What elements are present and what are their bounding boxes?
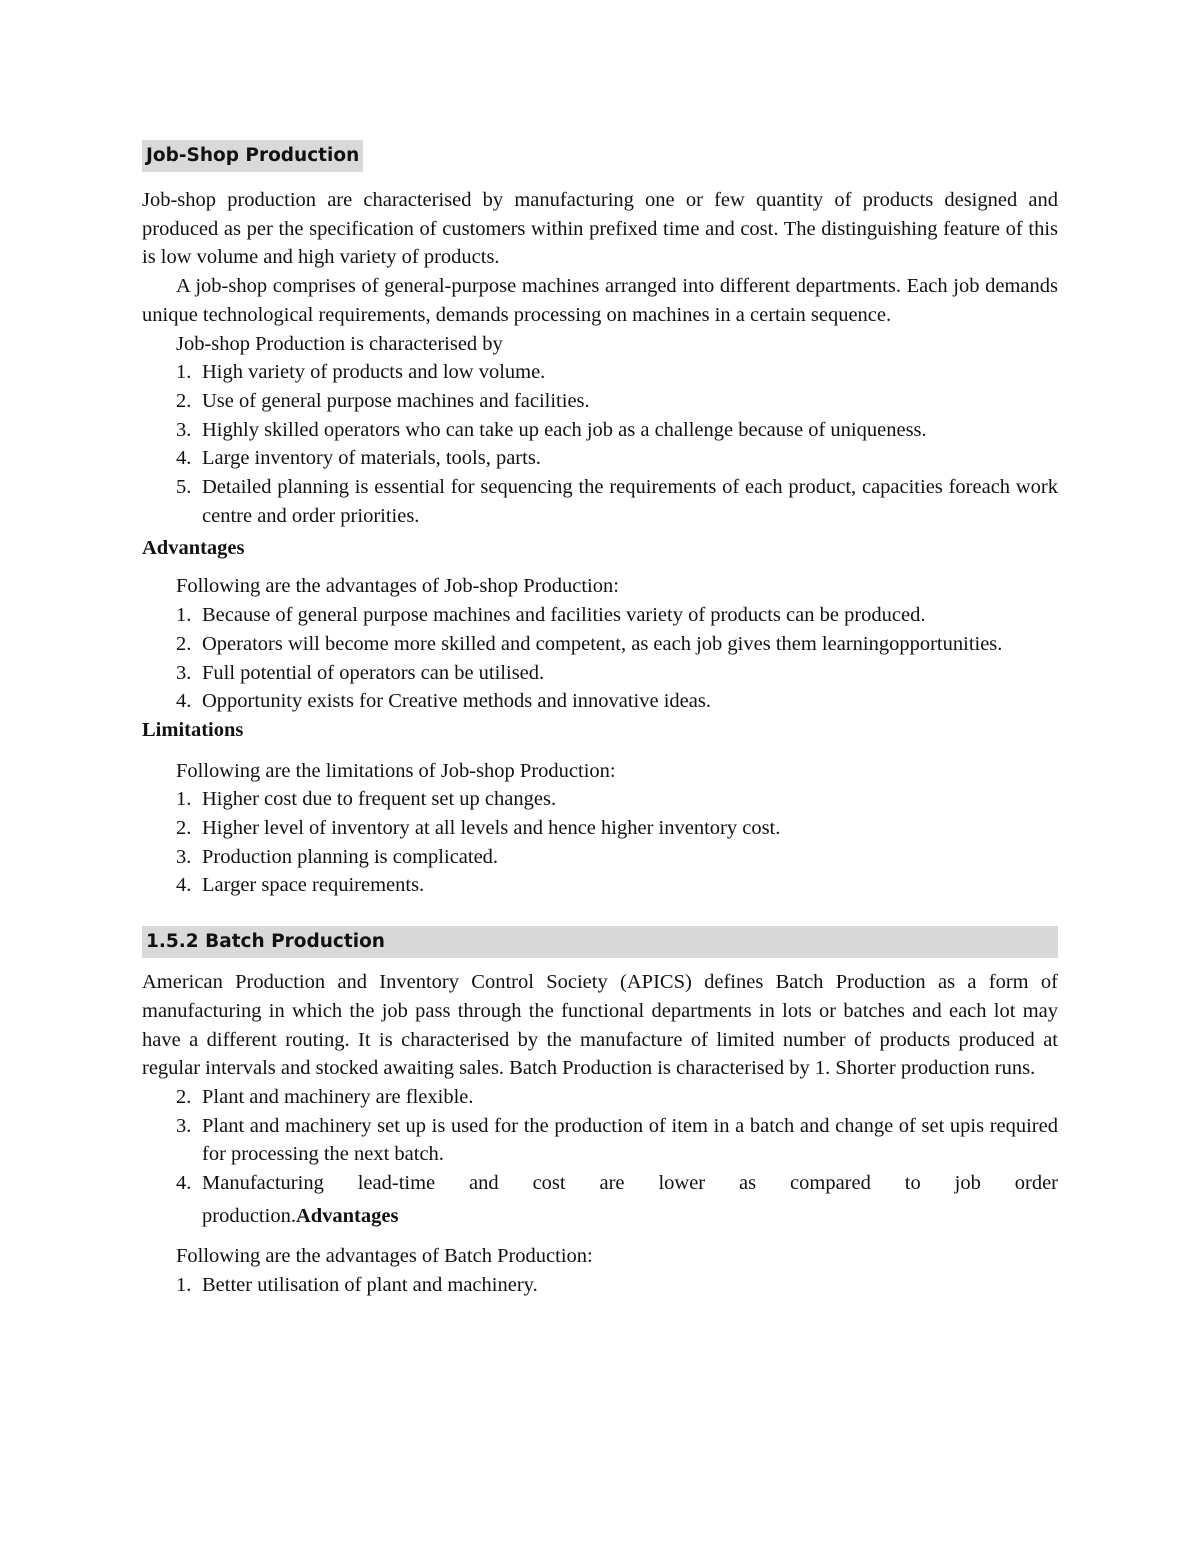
list-item [142, 1271, 1058, 1300]
job-shop-characteristics-lead: Job-shop Production is characterised by [176, 332, 503, 355]
list-number: 2. [176, 1085, 192, 1108]
list-number: 4. [176, 1172, 192, 1195]
list-text: Highly skilled operators who can take up each job as a challenge because of uniqueness. [202, 418, 927, 441]
list-number: 3. [176, 1114, 192, 1137]
list-item [142, 659, 1058, 688]
list-number: 1. [176, 788, 192, 811]
list-number: 5. [176, 476, 192, 499]
job-shop-characteristics-list [142, 358, 1058, 530]
list-item [142, 687, 1058, 716]
advantages-lead: Following are the advantages of Job-shop Production: [176, 575, 619, 598]
list-number: 4. [176, 690, 192, 713]
list-text: Better utilisation of plant and machinery. [202, 1273, 538, 1296]
list-text: Higher cost due to frequent set up changes. [202, 788, 557, 811]
list-text: Plant and machinery are flexible. [202, 1085, 474, 1108]
list-text: Production planning is complicated. [202, 845, 499, 868]
list-number: 2. [176, 817, 192, 840]
list-item [142, 814, 1058, 843]
section-heading-batch-production: 1.5.2 Batch Production [142, 926, 1058, 958]
batch-advantages-list [142, 1271, 1058, 1300]
list-text: Plant and machinery set up is used for the production of item in a batch and change of set upis required for processing the next batch. [202, 1114, 1058, 1166]
list-text: Operators will become more skilled and competent, as each job gives them learningopportunities. [202, 632, 1003, 655]
list-number: 1. [176, 604, 192, 627]
list-text: Large inventory of materials, tools, parts. [202, 447, 541, 470]
list-number: 3. [176, 661, 192, 684]
list-item-continuation [142, 1198, 1058, 1234]
list-item [142, 843, 1058, 872]
list-item [142, 416, 1058, 445]
list-item [142, 1083, 1058, 1112]
limitations-lead: Following are the limitations of Job-shop Production: [176, 759, 616, 782]
list-item [142, 358, 1058, 387]
list-number: 2. [176, 389, 192, 412]
list-item [142, 1112, 1058, 1169]
document-page [142, 140, 1058, 1299]
job-shop-paragraph-2 [142, 272, 1058, 329]
section-heading-job-shop: Job-Shop Production [142, 140, 363, 172]
list-text: Manufacturing lead-time and cost are lower as compared to job order [202, 1172, 1058, 1195]
list-number: 1. [176, 1273, 192, 1296]
list-item [142, 601, 1058, 630]
batch-production-intro: American Production and Inventory Control Society (APICS) defines Batch Production as a form of manufacturing in which the job pass through the functional departments in lots or batches and each lot may have a different routing. It is characterised by the manufacture of limited number of products produced at regular intervals and stocked awaiting sales. Batch Production is characterised by 1. Shorter production runs. [142, 971, 1058, 1080]
list-text: High variety of products and low volume. [202, 361, 546, 384]
list-number: 3. [176, 845, 192, 868]
batch-advantages-lead: Following are the advantages of Batch Production: [176, 1244, 593, 1267]
job-shop-paragraph-2-text: A job-shop comprises of general-purpose machines arranged into different departments. Each job demands unique technological requirements, demands processing on machines in a certain sequence. [142, 275, 1058, 326]
list-text: Full potential of operators can be utilised. [202, 661, 545, 684]
batch-advantages-heading: Advantages [295, 1204, 399, 1227]
list-item [142, 1169, 1058, 1198]
list-text: Detailed planning is essential for sequencing the requirements of each product, capacities foreach work centre and order priorities. [202, 476, 1058, 527]
list-item [142, 473, 1058, 530]
list-number: 2. [176, 632, 192, 655]
list-number: 1. [176, 361, 192, 384]
list-text: Use of general purpose machines and facilities. [202, 389, 590, 412]
advantages-list [142, 601, 1058, 716]
batch-characteristics-list [142, 1083, 1058, 1234]
job-shop-intro: Job-shop production are characterised by manufacturing one or few quantity of products designed and produced as per the specification of customers within prefixed time and cost. The distinguishing feature of this is low volume and high variety of products. [142, 189, 1058, 269]
list-number: 4. [176, 874, 192, 897]
list-item [142, 630, 1058, 659]
list-item [142, 444, 1058, 473]
list-text: Larger space requirements. [202, 874, 425, 897]
list-item [142, 387, 1058, 416]
list-text: Because of general purpose machines and facilities variety of products can be produced. [202, 604, 926, 627]
list-text: Higher level of inventory at all levels and hence higher inventory cost. [202, 817, 781, 840]
limitations-list [142, 785, 1058, 900]
list-item [142, 785, 1058, 814]
list-text: Opportunity exists for Creative methods and innovative ideas. [202, 690, 711, 713]
list-number: 4. [176, 447, 192, 470]
advantages-heading: Advantages [142, 537, 245, 560]
list-text: production. [202, 1204, 296, 1227]
limitations-heading: Limitations [142, 718, 244, 741]
list-item [142, 871, 1058, 900]
list-number: 3. [176, 418, 192, 441]
